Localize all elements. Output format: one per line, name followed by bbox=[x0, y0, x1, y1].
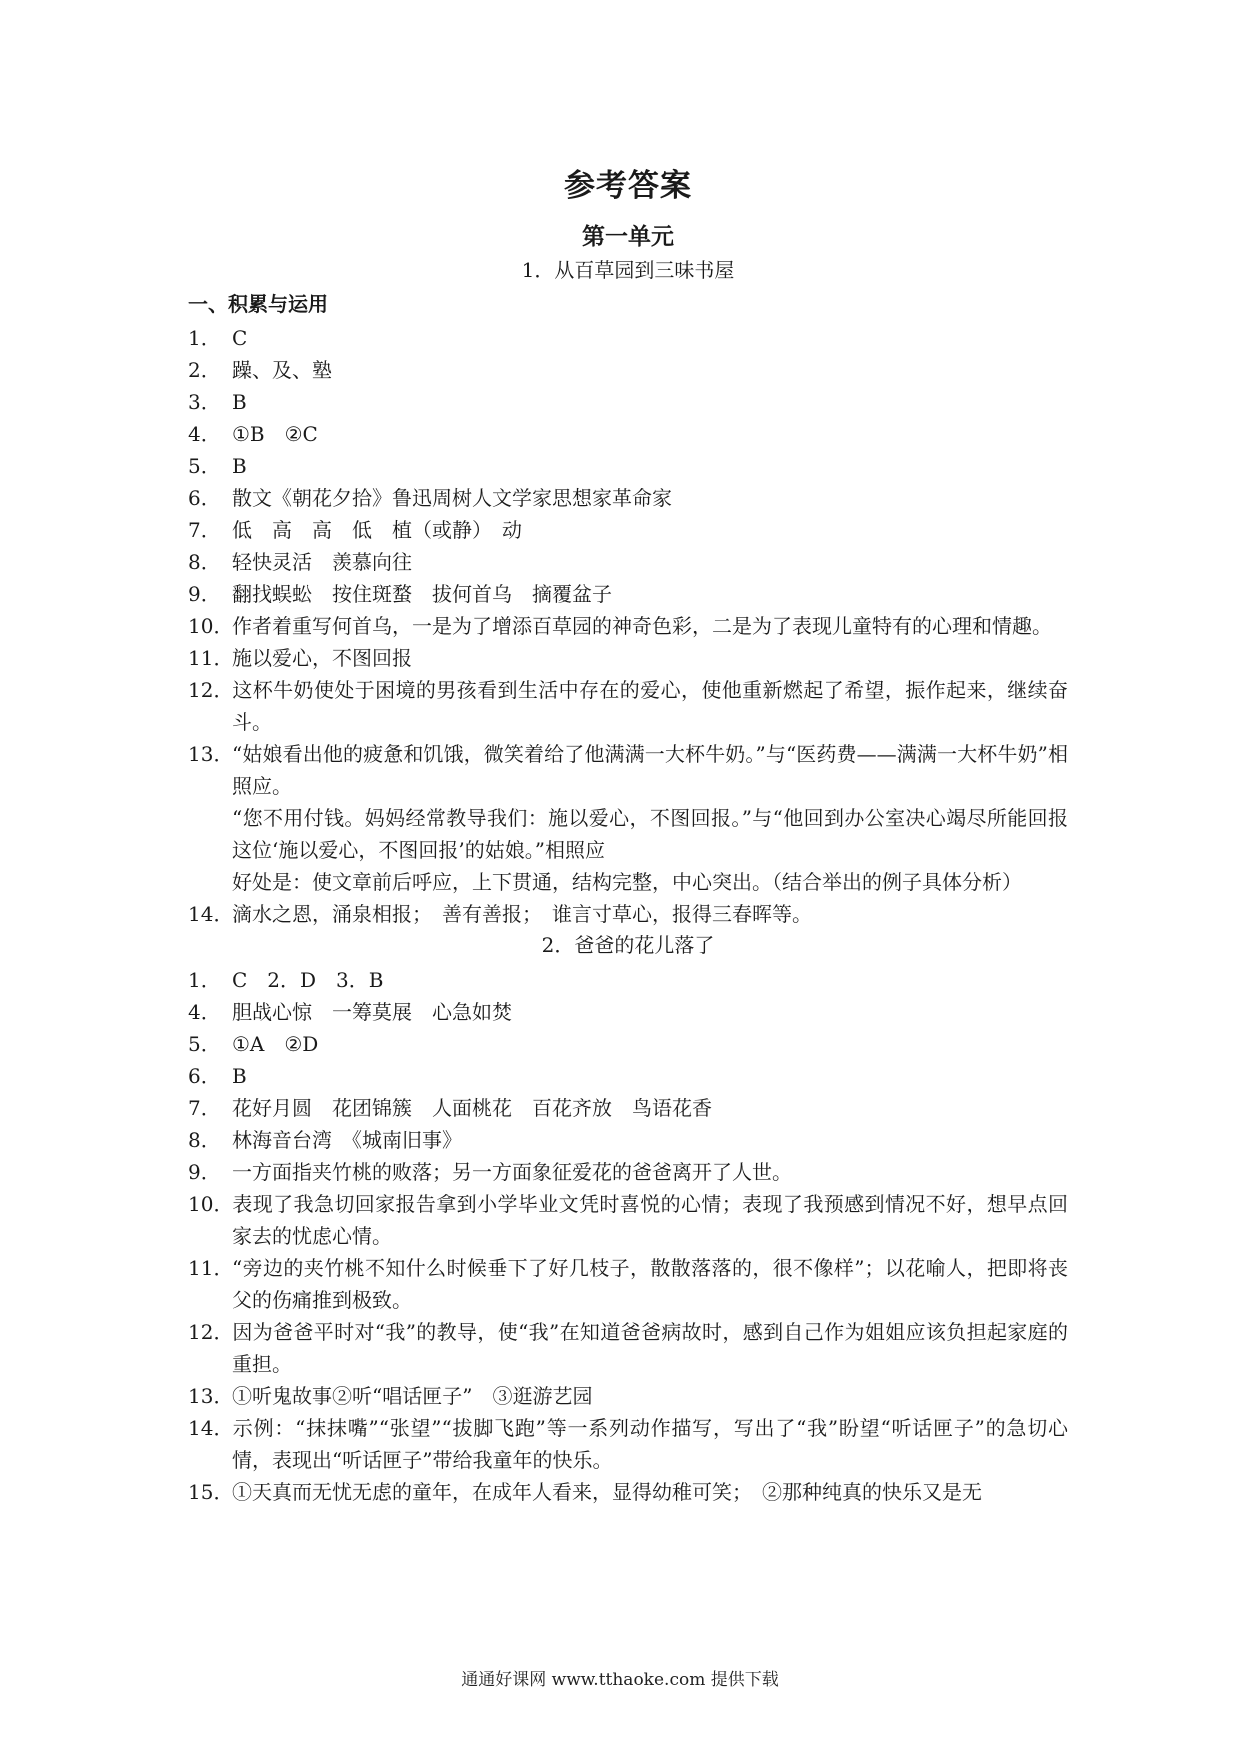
answer-text: “姑娘看出他的疲惫和饥饿，微笑着给了他满满一大杯牛奶。”与“医药费——满满一大杯牛奶”相照应。 bbox=[232, 742, 1068, 798]
answer-number: 7． bbox=[188, 1096, 221, 1120]
answer-item bbox=[188, 898, 1068, 930]
answer-number: 9． bbox=[188, 1160, 221, 1184]
answer-item bbox=[188, 354, 1068, 386]
answer-item bbox=[188, 1156, 1068, 1188]
answer-number: 11． bbox=[188, 646, 234, 670]
answer-item bbox=[188, 1060, 1068, 1092]
answer-item bbox=[188, 1508, 1068, 1540]
answer-item bbox=[188, 1476, 1068, 1508]
answer-item bbox=[188, 1252, 1068, 1316]
answer-text: ①A ②D bbox=[232, 1032, 319, 1056]
answer-text: 滴水之恩，涌泉相报； 善有善报； 谁言寸草心，报得三春晖等。 bbox=[232, 902, 812, 926]
answer-text: 散文《朝花夕拾》鲁迅周树人文学家思想家革命家 bbox=[232, 486, 672, 510]
answer-number: 2． bbox=[188, 358, 221, 382]
answer-number: 7． bbox=[188, 518, 221, 542]
answer-text: ①听鬼故事②听“唱话匣子” ③逛游艺园 bbox=[232, 1384, 593, 1408]
answer-number: 13． bbox=[188, 742, 234, 766]
lesson-1-answers bbox=[188, 322, 1068, 930]
section-heading: 一、积累与运用 bbox=[188, 292, 328, 316]
answer-item bbox=[188, 322, 1068, 354]
answer-text: ①天真而无忧无虑的童年，在成年人看来，显得幼稚可笑； ②那种纯真的快乐又是无 bbox=[232, 1480, 982, 1504]
answer-text: C bbox=[232, 326, 248, 350]
answer-text: 表现了我急切回家报告拿到小学毕业文凭时喜悦的心情；表现了我预感到情况不好，想早点回家去的忧虑心情。 bbox=[232, 1192, 1068, 1248]
answer-text: 轻快灵活 羡慕向往 bbox=[232, 550, 412, 574]
answer-number: 11． bbox=[188, 1256, 234, 1280]
answer-item bbox=[188, 674, 1068, 738]
answer-text: 因为爸爸平时对“我”的教导，使“我”在知道爸爸病故时，感到自己作为姐姐应该负担起家庭的重担。 bbox=[232, 1320, 1068, 1376]
answer-number: 14． bbox=[188, 902, 234, 926]
answer-text: ①B ②C bbox=[232, 422, 318, 446]
answer-item bbox=[188, 1412, 1068, 1476]
answer-number: 10． bbox=[188, 614, 234, 638]
answer-text: 胆战心惊 一筹莫展 心急如焚 bbox=[232, 1000, 512, 1024]
answer-number: 15． bbox=[188, 1480, 234, 1504]
answer-text: 作者着重写何首乌，一是为了增添百草园的神奇色彩，二是为了表现儿童特有的心理和情趣。 bbox=[232, 614, 1052, 638]
answer-number: 5． bbox=[188, 454, 221, 478]
answer-number: 14． bbox=[188, 1416, 234, 1440]
answer-item bbox=[188, 514, 1068, 546]
answer-continuation: 好处是：使文章前后呼应，上下贯通，结构完整，中心突出。（结合举出的例子具体分析） bbox=[232, 870, 1022, 894]
answer-number: 8． bbox=[188, 1128, 221, 1152]
answer-text: 一方面指夹竹桃的败落；另一方面象征爱花的爸爸离开了人世。 bbox=[232, 1160, 792, 1184]
answer-item bbox=[188, 482, 1068, 514]
answer-item bbox=[188, 1092, 1068, 1124]
answer-item bbox=[188, 546, 1068, 578]
answer-item bbox=[188, 1380, 1068, 1412]
answer-text: 躁、及、塾 bbox=[232, 358, 332, 382]
answer-number: 1． bbox=[188, 326, 221, 350]
answer-continuation: “您不用付钱。妈妈经常教导我们：施以爱心，不图回报。”与“他回到办公室决心竭尽所能回报这位‘施以爱心，不图回报’的姑娘。”相照应 bbox=[232, 806, 1068, 862]
answer-item bbox=[188, 642, 1068, 674]
answer-number: 4． bbox=[188, 1000, 221, 1024]
answer-text: 翻找蜈蚣 按住斑蝥 拔何首乌 摘覆盆子 bbox=[232, 582, 612, 606]
answer-text: 这杯牛奶使处于困境的男孩看到生活中存在的爱心，使他重新燃起了希望，振作起来，继续奋斗。 bbox=[232, 678, 1068, 734]
answer-item bbox=[188, 1540, 1068, 1572]
answer-text: “旁边的夹竹桃不知什么时候垂下了好几枝子，散散落落的，很不像样”；以花喻人，把即将丧父的伤痛推到极致。 bbox=[232, 1256, 1068, 1312]
answer-text: 示例：“抹抹嘴”“张望”“拔脚飞跑”等一系列动作描写，写出了“我”盼望“听话匣子”的急切心情，表现出“听话匣子”带给我童年的快乐。 bbox=[232, 1416, 1068, 1472]
answer-text: 花好月圆 花团锦簇 人面桃花 百花齐放 鸟语花香 bbox=[232, 1096, 712, 1120]
answer-number: 12． bbox=[188, 678, 234, 702]
answer-number: 3． bbox=[188, 390, 221, 414]
page-footer: 通通好课网 www.tthaoke.com 提供下载 bbox=[461, 1670, 779, 1690]
unit-heading: 第一单元 bbox=[582, 223, 674, 250]
answer-number: 9． bbox=[188, 582, 221, 606]
answer-number: 6． bbox=[188, 1064, 221, 1088]
answer-item bbox=[188, 738, 1068, 802]
answer-number: 8． bbox=[188, 550, 221, 574]
answer-text: 林海音台湾 《城南旧事》 bbox=[232, 1128, 462, 1152]
answer-number: 12． bbox=[188, 1320, 234, 1344]
lesson-2-heading: 2．爸爸的花儿落了 bbox=[541, 933, 715, 957]
page-content bbox=[188, 168, 1068, 1572]
answer-text: B bbox=[232, 1064, 247, 1088]
answer-item bbox=[188, 964, 1068, 996]
answer-number: 5． bbox=[188, 1032, 221, 1056]
lesson-2-answers bbox=[188, 964, 1068, 1572]
answer-item bbox=[188, 418, 1068, 450]
answer-item bbox=[188, 450, 1068, 482]
page-title: 参考答案 bbox=[564, 168, 692, 204]
answer-number: 13． bbox=[188, 1384, 234, 1408]
answer-text: 低 高 高 低 植（或静） 动 bbox=[232, 518, 522, 542]
answer-text: B bbox=[232, 454, 247, 478]
answer-item bbox=[188, 996, 1068, 1028]
answer-text: C 2．D 3．B bbox=[232, 968, 384, 992]
answer-item bbox=[188, 1124, 1068, 1156]
answer-number: 10． bbox=[188, 1192, 234, 1216]
answer-item bbox=[188, 386, 1068, 418]
answer-number: 1． bbox=[188, 968, 221, 992]
answer-text: B bbox=[232, 390, 247, 414]
lesson-1-heading: 1．从百草园到三味书屋 bbox=[521, 258, 735, 282]
answer-item bbox=[188, 578, 1068, 610]
answer-item bbox=[188, 610, 1068, 642]
answer-item bbox=[188, 1188, 1068, 1252]
answer-text: 施以爱心，不图回报 bbox=[232, 646, 412, 670]
answer-number: 4． bbox=[188, 422, 221, 446]
answer-item bbox=[188, 1028, 1068, 1060]
answer-item bbox=[188, 1316, 1068, 1380]
answer-number: 6． bbox=[188, 486, 221, 510]
